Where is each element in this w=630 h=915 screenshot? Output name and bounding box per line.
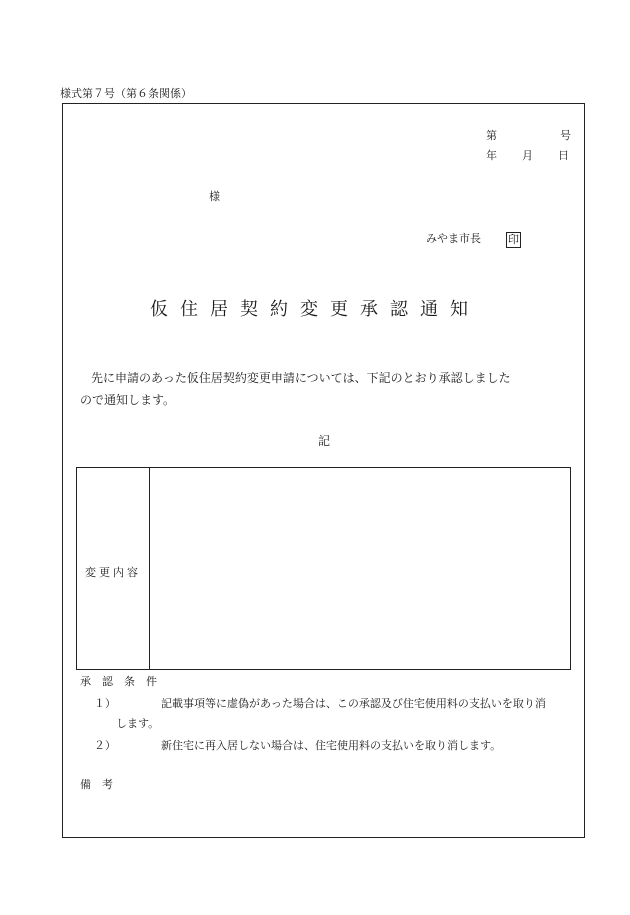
date-month: 月 — [522, 149, 533, 162]
document-title: 仮住居契約変更承認通知 — [150, 299, 480, 320]
condition-1-text-line1: 記載事項等に虚偽があった場合は、この承認及び住宅使用料の支払いを取り消 — [161, 697, 546, 710]
number-suffix: 号 — [560, 129, 571, 142]
condition-2-text-line1: 新住宅に再入居しない場合は、住宅使用料の支払いを取り消します。 — [161, 739, 502, 752]
conditions-heading: 承 認 条 件 — [80, 675, 157, 688]
ki-heading: 記 — [318, 434, 331, 448]
condition-1-number: １） — [94, 697, 116, 710]
change-content-table — [76, 467, 571, 670]
number-prefix: 第 — [486, 129, 497, 142]
seal-mark: 印 — [508, 233, 519, 246]
addressee-suffix: 様 — [209, 190, 220, 203]
issuer-name: みやま市長 — [426, 232, 481, 245]
table-divider — [149, 468, 150, 669]
body-line-2: ので通知します。 — [80, 393, 176, 407]
seal-box — [506, 228, 521, 248]
date-day: 日 — [558, 149, 569, 162]
form-number-label: 様式第７号（第６条関係） — [60, 87, 192, 100]
condition-1-text-line2: します。 — [116, 717, 160, 730]
date-year: 年 — [486, 149, 497, 162]
change-content-label: 変更内容 — [85, 566, 141, 579]
condition-2-number: ２） — [94, 739, 116, 752]
body-line-1: 先に申請のあった仮住居契約変更申請については、下記のとおり承認しました — [91, 371, 511, 385]
remarks-label: 備 考 — [80, 778, 113, 791]
